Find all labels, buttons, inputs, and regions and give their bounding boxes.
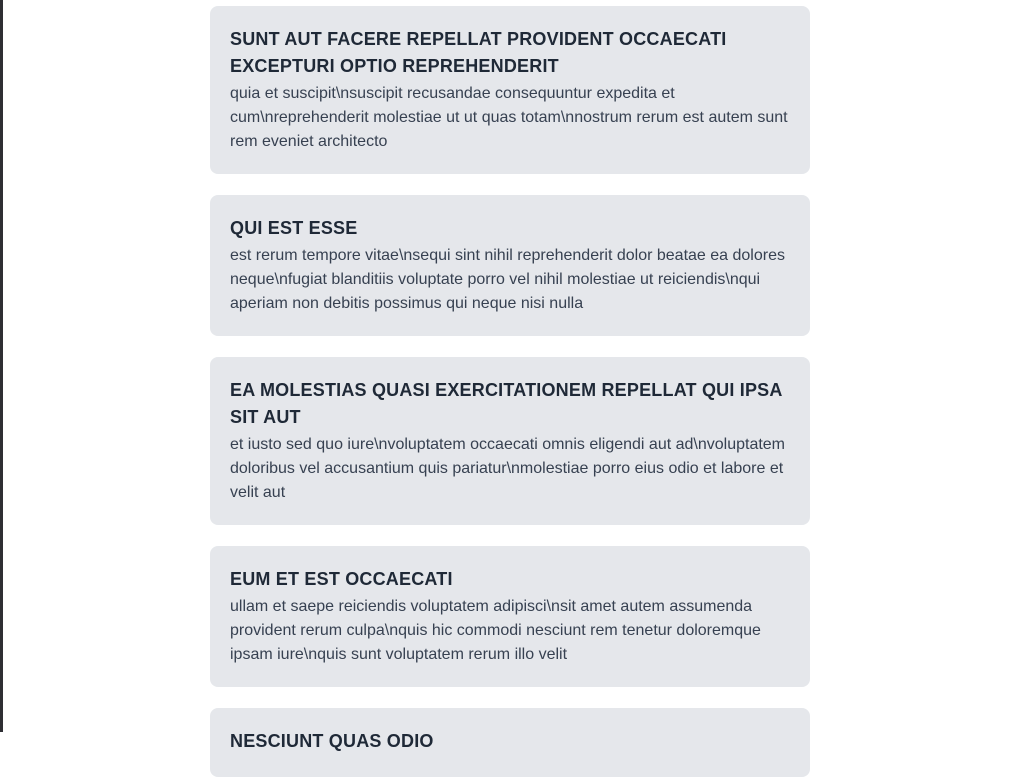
post-card xyxy=(210,6,810,174)
post-body: est rerum tempore vitae\nsequi sint nihil reprehenderit dolor beatae ea dolores neque\nfugiat blanditiis voluptate porro vel nihil molestiae ut reiciendis\nqui aperiam non debitis possimus qui neque nisi nulla xyxy=(230,247,785,312)
window-left-border xyxy=(0,0,3,732)
post-title: NESCIUNT QUAS ODIO xyxy=(230,731,434,751)
post-card xyxy=(210,708,810,777)
post-body: quia et suscipit\nsuscipit recusandae consequuntur expedita et cum\nreprehenderit molestiae ut ut quas totam\nnostrum rerum est autem sunt rem eveniet architecto xyxy=(230,85,788,150)
post-body: ullam et saepe reiciendis voluptatem adipisci\nsit amet autem assumenda provident rerum culpa\nquis hic commodi nesciunt rem tenetur doloremque ipsam iure\nquis sunt voluptatem rerum illo velit xyxy=(230,598,761,663)
post-card xyxy=(210,357,810,525)
post-title: EA MOLESTIAS QUASI EXERCITATIONEM REPELLAT QUI IPSA SIT AUT xyxy=(230,380,782,427)
post-card xyxy=(210,546,810,687)
post-body: et iusto sed quo iure\nvoluptatem occaecati omnis eligendi aut ad\nvoluptatem doloribus vel accusantium quis pariatur\nmolestiae porro eius odio et labore et velit aut xyxy=(230,436,786,501)
post-title: QUI EST ESSE xyxy=(230,218,358,238)
post-card xyxy=(210,195,810,336)
post-title: SUNT AUT FACERE REPELLAT PROVIDENT OCCAECATI EXCEPTURI OPTIO REPREHENDERIT xyxy=(230,29,727,76)
posts-feed xyxy=(210,0,810,777)
post-title: EUM ET EST OCCAECATI xyxy=(230,569,453,589)
